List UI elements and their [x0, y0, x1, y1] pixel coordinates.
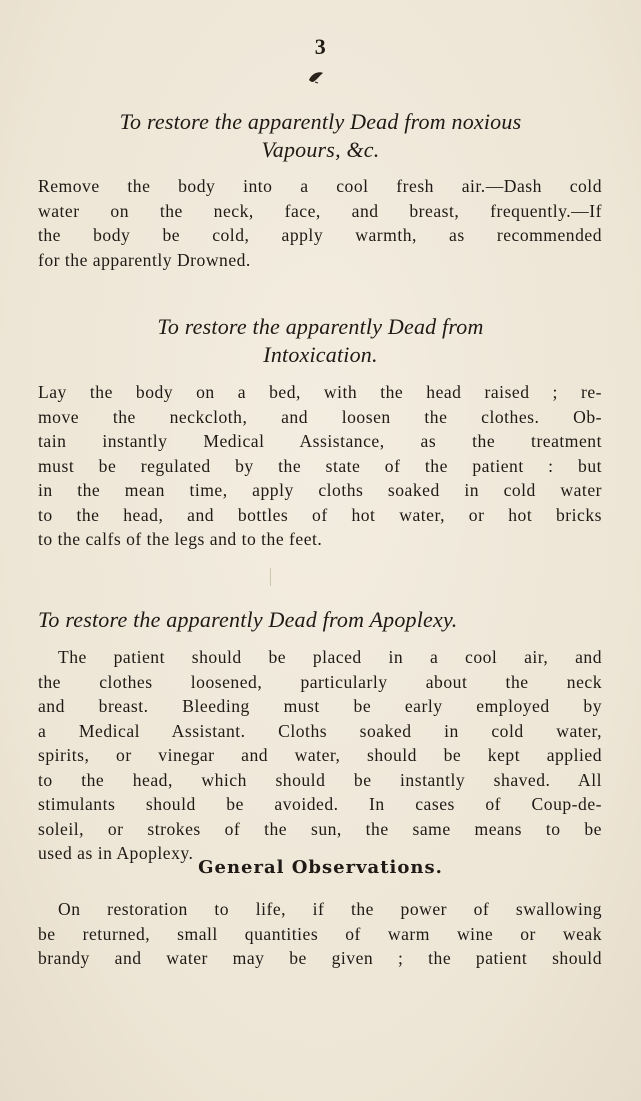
text-line: On restoration to life, if the power of swallowing — [58, 899, 602, 919]
page-number: 3 — [314, 34, 327, 59]
text-line: in the mean time, apply cloths soaked in cold water — [38, 480, 602, 500]
text-line: Lay the body on a bed, with the head raised ; re- — [38, 382, 602, 402]
paragraph-noxious-vapours — [38, 174, 602, 272]
text-line: must be regulated by the state of the patient : but — [38, 455, 602, 476]
text-line: and breast. Bleeding must be early employed by — [38, 696, 602, 716]
text-line: spirits, or vinegar and water, should be kept applied — [38, 745, 602, 765]
text-line: stimulants should be avoided. In cases of Coup-de- — [38, 794, 602, 814]
text-line: Remove the body into a cool fresh air.—Dash cold — [38, 176, 602, 196]
text-line: the body be cold, apply warmth, as recommended — [38, 225, 602, 245]
text-line: soleil, or strokes of the sun, the same means to be — [38, 818, 602, 839]
paragraph-apoplexy — [38, 645, 602, 866]
heading-line: To restore the apparently Dead from Apoplexy. — [38, 607, 458, 632]
section-heading-general-observations: General Observations. — [198, 857, 443, 878]
text-line: be returned, small quantities of warm wine or weak — [38, 923, 602, 944]
paragraph-general-observations — [38, 897, 602, 971]
text-line: tain instantly Medical Assistance, as the treatment — [38, 431, 602, 451]
text-line: to the head, which should be instantly shaved. All — [38, 769, 602, 790]
text-line: to the calfs of the legs and to the feet. — [38, 529, 323, 549]
section-heading-noxious-vapours — [40, 108, 601, 164]
text-line: for the apparently Drowned. — [38, 249, 251, 270]
heading-line: To restore the apparently Dead from — [157, 314, 484, 339]
text-line: to the head, and bottles of hot water, or hot bricks — [38, 504, 602, 525]
text-line: used as in Apoplexy. — [38, 843, 194, 863]
text-line: move the neckcloth, and loosen the clothes. Ob- — [38, 406, 602, 427]
paragraph-intoxication — [38, 380, 602, 552]
text-line: the clothes loosened, particularly about the neck — [38, 671, 602, 692]
text-line: The patient should be placed in a cool air, and — [58, 647, 602, 667]
text-line: a Medical Assistant. Cloths soaked in cold water, — [38, 720, 602, 741]
heading-line: Vapours, &c. — [261, 137, 380, 162]
text-line: water on the neck, face, and breast, frequently.—If — [38, 200, 602, 221]
section-heading-apoplexy — [38, 606, 608, 634]
heading-line: Intoxication. — [263, 342, 378, 367]
fleuron-ornament-icon — [307, 70, 325, 84]
section-heading-intoxication — [40, 313, 601, 369]
paper-mark — [270, 568, 271, 586]
text-line: brandy and water may be given ; the patient should — [38, 948, 602, 968]
heading-line: To restore the apparently Dead from noxious — [119, 109, 522, 134]
